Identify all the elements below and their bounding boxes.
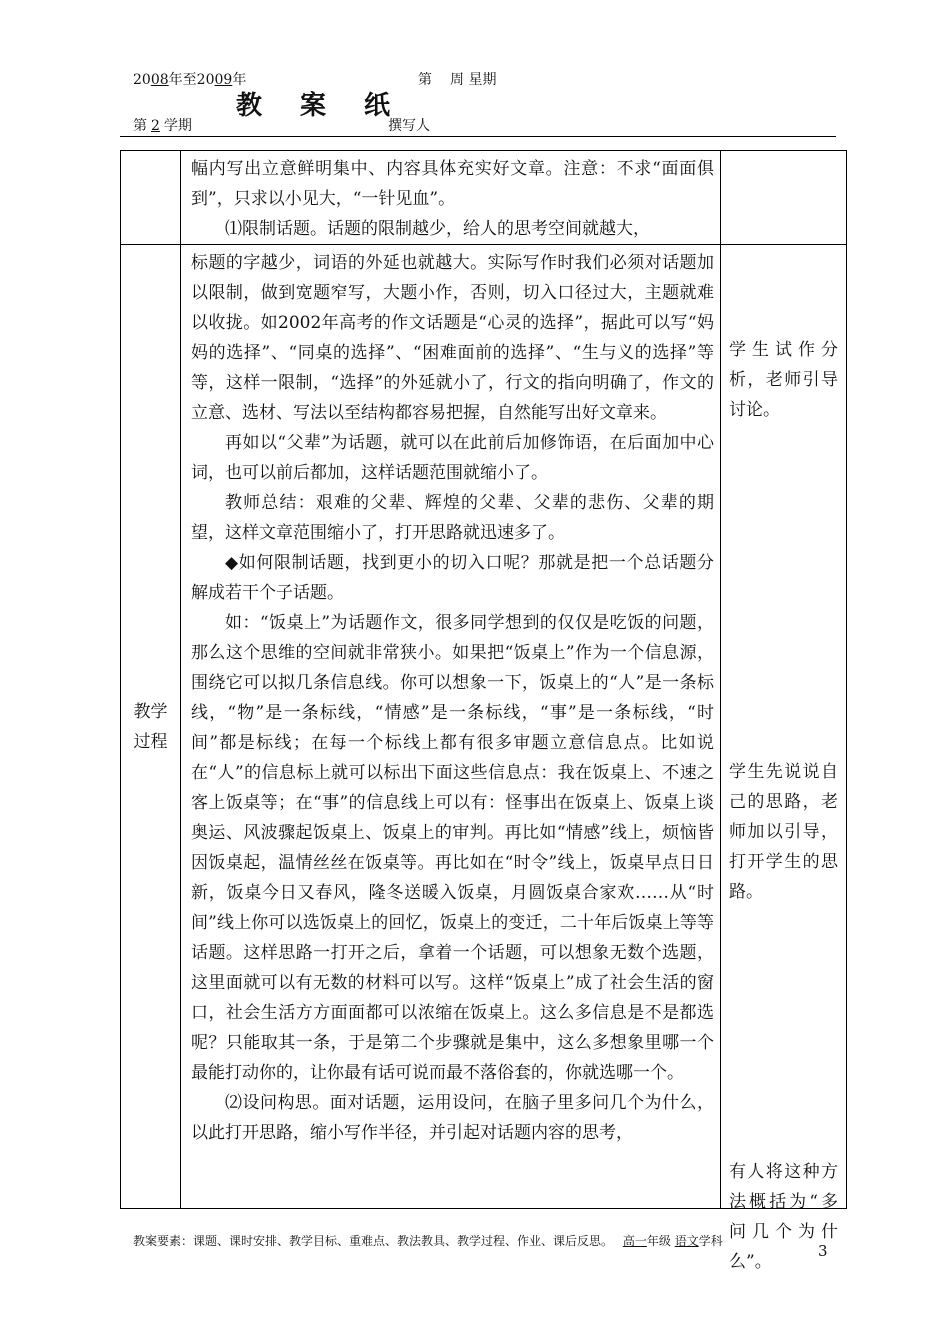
page-number: 3 <box>818 1242 828 1260</box>
page-footer <box>133 1234 723 1248</box>
term-suffix: 学期 <box>163 118 192 134</box>
notes-cell <box>721 245 847 1272</box>
start-year: 08 <box>150 72 169 88</box>
notes-cell <box>721 151 847 245</box>
week-label: 周 星期 <box>450 72 497 88</box>
school-year <box>133 72 246 88</box>
footer-elements: 教案要素：课题、课时安排、教学目标、重难点、教法教具、教学过程、作业、课后反思。 <box>133 1234 614 1248</box>
paragraph: 标题的字越少，词语的外延也就越大。实际写作时我们必须对话题加以限制，做到宽题窄写，大题小作，否则，切入口径过大，主题就难以收拢。如2002年高考的作文话题是“心灵的选择”，据此可以写“妈妈的选择”、“同桌的选择”、“困难面前的选择”、“生与义的选择”等等，这样一限制，“选择”的外延就小了，行文的指向明确了，作文的立意、选材、写法以至结构都容易把握，自然能写出好文章来。 <box>191 253 714 423</box>
note-text: 有人将这种方法概括为“多问几个为什么”。 <box>729 1162 838 1272</box>
label-cell <box>121 245 181 1209</box>
paragraph: 教师总结：艰难的父辈、辉煌的父辈、父辈的悲伤、父辈的期望，这样文章范围缩小了，打开思路就迅速多了。 <box>191 493 714 543</box>
paragraph: 如：“饭桌上”为话题作文，很多同学想到的仅仅是吃饭的问题，那么这个思维的空间就非常狭小。如果把“饭桌上”作为一个信息源，围绕它可以拟几条信息线。你可以想象一下，饭桌上的“人”是一条标线，“物”是一条标线，“情感”是一条标线，“事”是一条标线，“时间”都是标线；在每一个标线上都有很多审题立意信息点。比如说在“人”的信息标上就可以标出下面这些信息点：我在饭桌上、不速之客上饭桌等；在“事”的信息线上可以有：怪事出在饭桌上、饭桌上谈奥运、风波骤起饭桌上、饭桌上的审判。再比如“情感”线上，烦恼皆因饭桌起，温情丝丝在饭桌等。再比如在“时令”线上，饭桌早点日日新，饭桌今日又春风，隆冬送暖入饭桌，月圆饭桌合家欢……从“时间”线上你可以选饭桌上的回忆，饭桌上的变迁，二十年后饭桌上等等话题。这样思路一打开之后，拿着一个话题，可以想象无数个选题，这里面就可以有无数的材料可以写。这样“饭桌上”成了社会生活的窗口，社会生活方方面面都可以浓缩在饭桌上。这么多信息是不是都选呢？只能取其一条，于是第二个步骤就是集中，这么多想象里哪一个最能打动你的，让你最有话可说而最不落俗套的，你就选哪一个。 <box>191 613 714 1083</box>
week-prefix: 第 <box>418 72 432 88</box>
paragraph: ⑴限制话题。话题的限制越少，给人的思考空间就越大， <box>225 219 650 239</box>
teaching-note <box>721 757 846 907</box>
year-prefix: 20 <box>133 72 151 88</box>
paragraph: ⑵设问构思。面对话题，运用设问，在脑子里多问几个为什么，以此打开思路，缩小写作半径，并引起对话题内容的思考， <box>191 1093 714 1143</box>
year-separator: 年至20 <box>168 72 215 88</box>
page-header <box>0 0 950 140</box>
grade-value: 高一 <box>622 1234 647 1248</box>
paragraph: 再如以“父辈”为话题，就可以在此前后加修饰语，在后面加中心词，也可以前后都加，这样话题范围就缩小了。 <box>191 433 714 483</box>
note-text: 学生试作分析，老师引导讨论。 <box>729 340 838 420</box>
subject-label: 学科 <box>698 1234 723 1248</box>
content-cell <box>181 245 721 1209</box>
grade-label: 年级 <box>646 1234 671 1248</box>
author <box>388 118 476 134</box>
paragraph: 幅内写出立意鲜明集中、内容具体充实好文章。注意：不求“面面俱到”，只求以小见大，“一针见血”。 <box>191 159 714 209</box>
subject-value: 语文 <box>674 1234 699 1248</box>
year-suffix: 年 <box>232 72 247 88</box>
header-divider <box>120 136 836 137</box>
table-row <box>121 245 847 1209</box>
content-cell <box>181 151 721 245</box>
table-row <box>121 151 847 245</box>
week-day <box>418 72 518 88</box>
label-cell <box>121 151 181 245</box>
end-year: 09 <box>214 72 233 88</box>
section-label: 教学过程 <box>133 701 168 752</box>
author-label: 撰写人 <box>388 118 430 134</box>
term-value: 2 <box>151 118 160 134</box>
term-prefix: 第 <box>133 118 147 134</box>
teaching-note <box>721 335 846 425</box>
paragraph: ◆如何限制话题，找到更小的切入口呢？那就是把一个总话题分解成若干个子话题。 <box>191 553 714 603</box>
note-text: 学生先说说自己的思路，老师加以引导，打开学生的思路。 <box>729 762 838 902</box>
page-title: 教案纸 <box>236 91 429 121</box>
term <box>133 118 192 134</box>
